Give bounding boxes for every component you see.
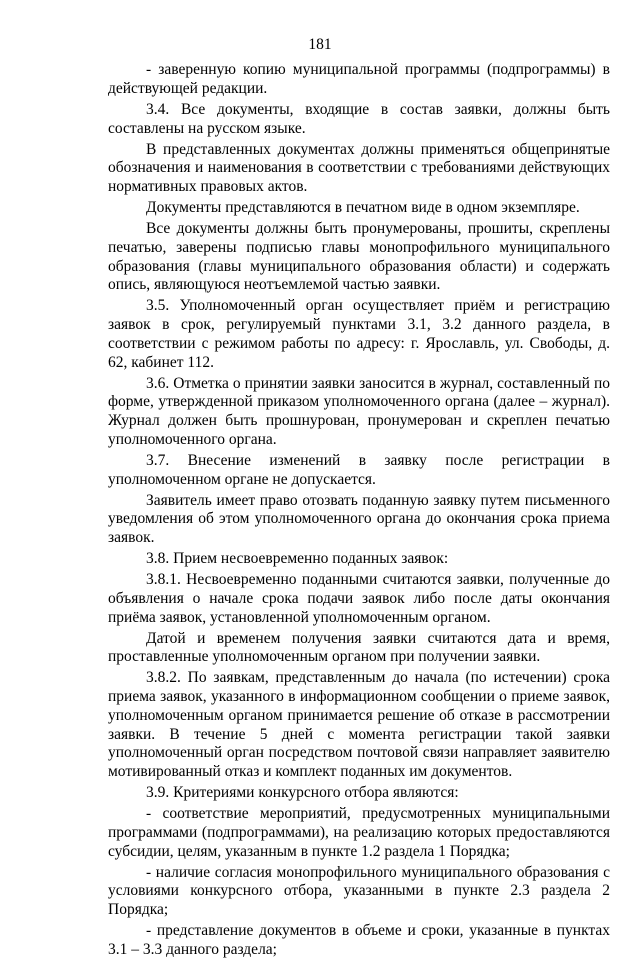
paragraph-3-8-2: 3.8.2. По заявкам, представленным до начала (по истечении) срока приема заявок, указанного в информационном сообщении о приеме заявок, уполномоченным органом принимается решение об отказе в рассмотрении заявки. В течение 5 дней с момента регистрации такой заявки уполномоченный орган посредством почтовой связи направляет заявителю мотивированный отказ и комплект поданных им документов. (108, 669, 610, 780)
criterion-consent: - наличие согласия монопрофильного муниципального образования с условиями конкурсного отбора, указанными в пункте 2.3 раздела 2 Порядка; (108, 863, 610, 919)
page-number: 181 (308, 36, 332, 53)
paragraph-printed-copy: Документы представляются в печатном виде в одном экземпляре. (146, 199, 580, 217)
paragraph-3-4: 3.4. Все документы, входящие в состав заявки, должны быть составлены на русском языке. (108, 100, 610, 137)
paragraph-receipt-date: Датой и временем получения заявки считаются дата и время, проставленные уполномоченным органом при получении заявки. (108, 629, 610, 666)
paragraph-3-7: 3.7. Внесение изменений в заявку после регистрации в уполномоченном органе не допускается. (108, 451, 610, 488)
paragraph-3-6: 3.6. Отметка о принятии заявки заносится в журнал, составленный по форме, утвержденной приказом уполномоченного органа (далее – журнал). Журнал должен быть прошнурован, пронумерован и скреплен печатью уполномоченного органа. (108, 374, 610, 448)
paragraph-3-8-1: 3.8.1. Несвоевременно поданными считаются заявки, полученные до объявления о начале срока подачи заявок либо после даты окончания приёма заявок, установленной уполномоченным органом. (108, 571, 610, 626)
paragraph-designations: В представленных документах должны применяться общепринятые обозначения и наименования в соответствии с требованиями действующих нормативных правовых актов. (108, 140, 610, 195)
document-body (108, 61, 610, 960)
criterion-documents: - представление документов в объеме и сроки, указанные в пунктах 3.1 – 3.3 данного раздела; (108, 922, 610, 958)
paragraph-3-8: 3.8. Прием несвоевременно поданных заявок: (146, 550, 449, 568)
paragraph-3-9: 3.9. Критериями конкурсного отбора являются: (146, 784, 459, 802)
criterion-compliance: - соответствие мероприятий, предусмотренных муниципальными программами (подпрограммами), на реализацию которых предоставляются субсидии, целям, указанным в пункте 1.2 раздела 1 Порядка; (108, 805, 610, 860)
paragraph-program-copy: - заверенную копию муниципальной программы (подпрограммы) в действующей редакции. (108, 61, 610, 97)
paragraph-3-5: 3.5. Уполномоченный орган осуществляет приём и регистрацию заявок в срок, регулируемый пунктами 3.1, 3.2 данного раздела, в соответствии с режимом работы по адресу: г. Ярославль, ул. Свободы, д. 62, кабинет 112. (108, 297, 610, 371)
paragraph-withdrawal: Заявитель имеет право отозвать поданную заявку путем письменного уведомления об этом уполномоченного органа до окончания срока приема заявок. (108, 491, 610, 546)
paragraph-numbering: Все документы должны быть пронумерованы, прошиты, скреплены печатью, заверены подписью главы монопрофильного муниципального образования (главы муниципального образования области) и содержать опись, являющуюся неотъемлемой частью заявки. (108, 220, 610, 294)
